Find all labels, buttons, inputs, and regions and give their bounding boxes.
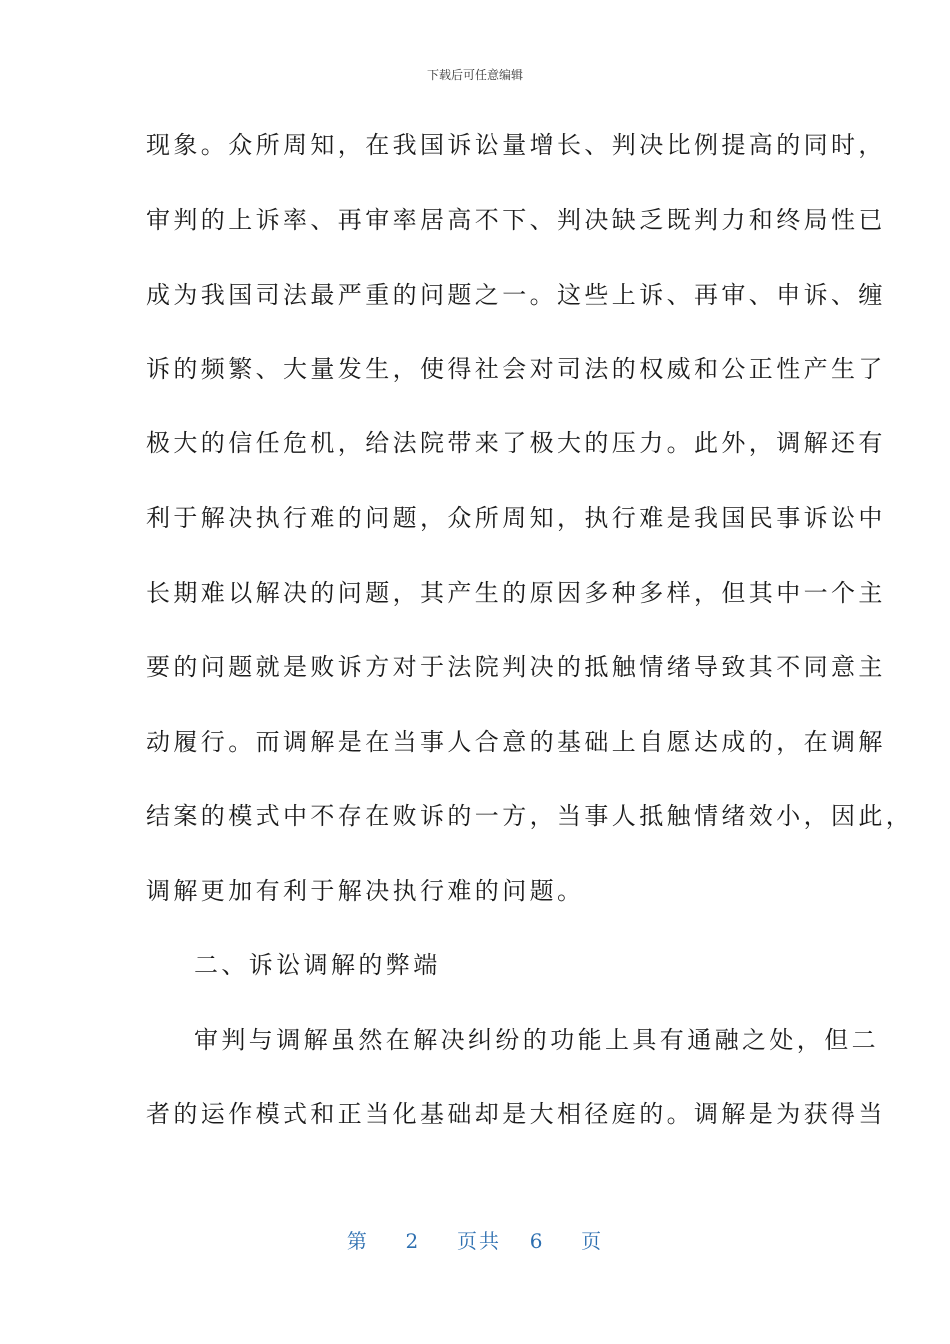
body-line: 要的问题就是败诉方对于法院判决的抵触情绪导致其不同意主 xyxy=(146,653,886,681)
body-line: 者的运作模式和正当化基础却是大相径庭的。调解是为获得当 xyxy=(146,1100,886,1128)
body-line: 审判的上诉率、再审率居高不下、判决缺乏既判力和终局性已 xyxy=(146,206,886,234)
body-line: 极大的信任危机，给法院带来了极大的压力。此外，调解还有 xyxy=(146,429,886,457)
footer-suffix: 页 xyxy=(581,1229,604,1253)
body-line: 动履行。而调解是在当事人合意的基础上自愿达成的，在调解 xyxy=(146,728,886,756)
total-pages-number: 6 xyxy=(529,1229,545,1253)
body-line: 结案的模式中不存在败诉的一方，当事人抵触情绪效小，因此， xyxy=(146,802,914,830)
body-line: 长期难以解决的问题，其产生的原因多种多样，但其中一个主 xyxy=(146,579,886,607)
footer-prefix: 第 xyxy=(346,1229,369,1253)
body-line: 调解更加有利于解决执行难的问题。 xyxy=(146,877,585,905)
current-page-number: 2 xyxy=(405,1229,421,1253)
body-line: 成为我国司法最严重的问题之一。这些上诉、再审、申诉、缠 xyxy=(146,281,886,309)
footer-middle: 页共 xyxy=(457,1229,501,1253)
body-line: 现象。众所周知，在我国诉讼量增长、判决比例提高的同时， xyxy=(146,131,886,159)
body-line: 审判与调解虽然在解决纠纷的功能上具有通融之处，但二 xyxy=(194,1026,879,1054)
page-header: 下载后可任意编辑 xyxy=(426,68,523,82)
body-line: 诉的频繁、大量发生，使得社会对司法的权威和公正性产生了 xyxy=(146,355,886,383)
section-heading: 二、诉讼调解的弊端 xyxy=(194,951,441,979)
body-line: 利于解决执行难的问题，众所周知，执行难是我国民事诉讼中 xyxy=(146,504,886,532)
page-footer xyxy=(0,1225,950,1254)
